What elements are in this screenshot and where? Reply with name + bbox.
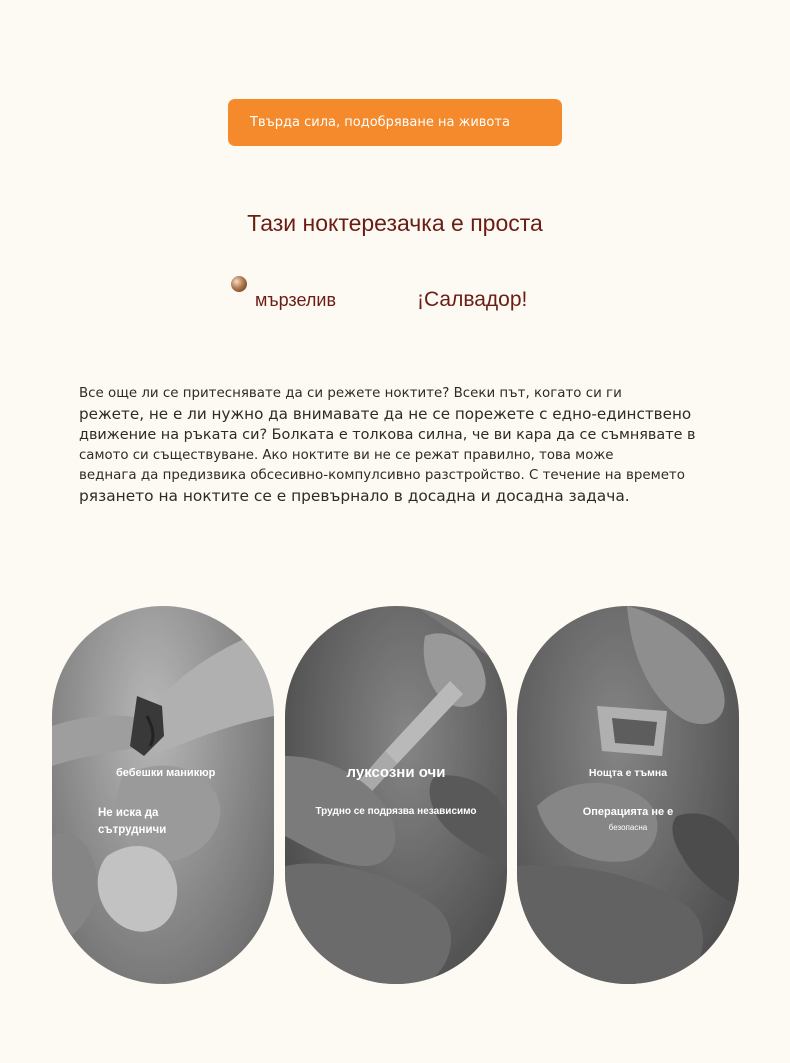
- promo-banner[interactable]: Твърда сила, подобряване на живота: [228, 99, 562, 146]
- card-night-dark: [517, 606, 739, 984]
- intro-line: рязането на ноктите се е превърнало в досадна и досадна задача.: [79, 487, 630, 505]
- tag-lazy: мързелив: [255, 290, 337, 310]
- card-overlay: [517, 606, 739, 984]
- card-overlay: [52, 606, 274, 984]
- page-headline: Тази ноктерезачка е проста: [247, 210, 543, 236]
- card-subtitle: Не иска да сътрудничи: [98, 807, 167, 836]
- intro-paragraph: [79, 386, 719, 505]
- card-subtitle: Операцията не е: [582, 806, 674, 818]
- card-title: Нощта е тъмна: [588, 767, 668, 779]
- card-subtitle: Трудно се подрязва независимо: [315, 806, 477, 817]
- bead-icon: [231, 276, 247, 292]
- intro-line: веднага да предизвика обсесивно-компулсивно разстройство. С течение на времето: [79, 468, 685, 483]
- card-luxury-eyes: [285, 606, 507, 984]
- card-subtitle-small: безопасна: [608, 823, 648, 832]
- card-title: бебешки маникюр: [116, 767, 216, 779]
- card-overlay: [285, 606, 507, 984]
- intro-line: Все още ли се притеснявате да си режете ноктите? Всеки път, когато си ги: [79, 386, 622, 401]
- intro-line: режете, не е ли нужно да внимавате да не се порежете с едно-единствено: [79, 405, 692, 423]
- intro-line: движение на ръката си? Болката е толкова силна, че ви кара да се съмнявате в: [79, 427, 696, 443]
- card-baby-manicure: [52, 606, 274, 984]
- card-title: луксозни очи: [346, 764, 446, 781]
- tag-salvador: ¡Салвадор!: [417, 288, 528, 311]
- intro-line: самото си съществуване. Ако ноктите ви не се режат правилно, това може: [79, 448, 614, 463]
